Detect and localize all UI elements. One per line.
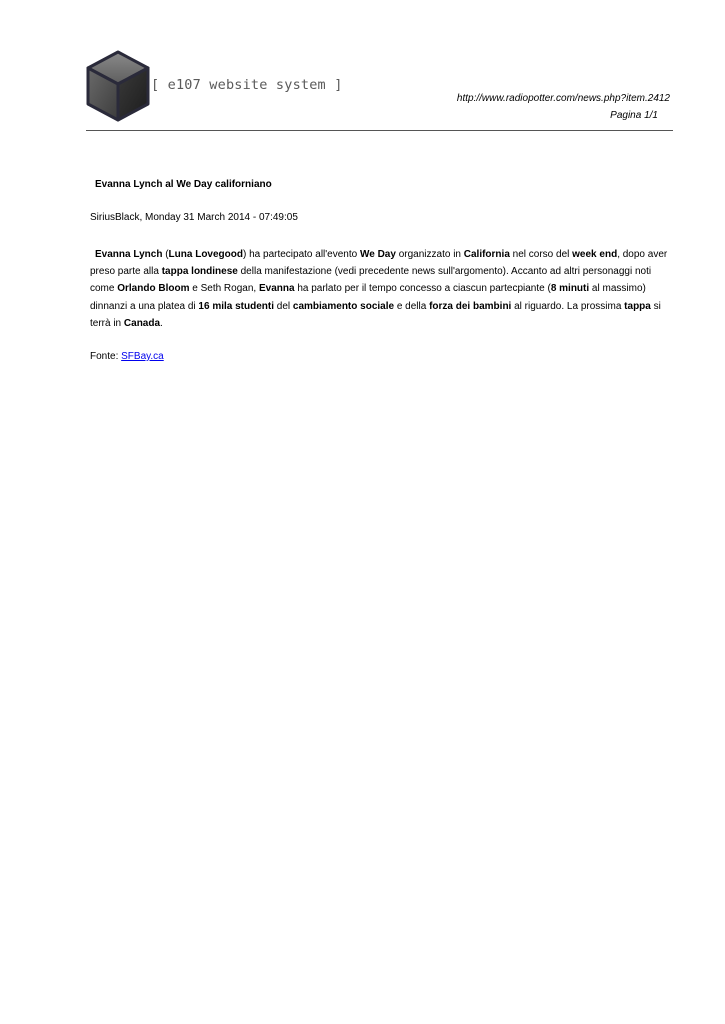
body-bold-text: cambiamento sociale — [292, 300, 395, 312]
body-text: ) ha partecipato all'evento — [243, 249, 360, 260]
body-text: si terrà in — [90, 300, 661, 329]
body-bold-text: Evanna — [258, 283, 295, 295]
body-text: nel corso del — [509, 249, 573, 260]
body-text: , dopo aver preso parte alla — [90, 249, 668, 278]
article-title: Evanna Lynch al We Day californiano — [95, 179, 272, 190]
body-bold-text: Canada — [123, 317, 161, 329]
body-text: organizzato in — [395, 249, 464, 260]
body-bold-text: Luna Lovegood — [168, 249, 243, 260]
article-meta: SiriusBlack, Monday 31 March 2014 - 07:49:05 — [90, 212, 298, 223]
body-bold-text: Orlando Bloom — [117, 283, 190, 295]
article-body — [90, 246, 675, 332]
body-bold-text: 8 minuti — [550, 283, 590, 295]
source-label: Fonte: — [90, 351, 122, 362]
body-text: ( — [162, 249, 169, 260]
body-bold-text: week end — [572, 249, 618, 260]
source-link[interactable]: SFBay.ca — [121, 351, 164, 362]
logo-text: [ e107 website system ] — [151, 77, 343, 93]
cube-icon — [86, 50, 150, 124]
body-bold-text: tappa — [624, 300, 651, 312]
body-bold-text: tappa londinese — [161, 266, 238, 278]
body-bold-text: 16 mila studenti — [198, 300, 274, 312]
body-text: e della — [394, 300, 430, 312]
body-text: al riguardo. La prossima — [511, 300, 625, 312]
body-text: della manifestazione (vedi precedente news sull'argomento). Accanto ad altri personaggi noti come — [90, 266, 652, 295]
source-line — [90, 351, 164, 362]
body-text: ha parlato per il tempo concesso a ciascun partecpiante ( — [294, 283, 551, 295]
body-text: e Seth Rogan, — [189, 283, 259, 295]
body-text: . — [160, 317, 163, 329]
body-text: al massimo) dinnanzi a una platea di — [90, 283, 646, 312]
body-bold-text: forza dei bambini — [429, 300, 512, 312]
source-url: http://www.radiopotter.com/news.php?item.2412 — [456, 93, 670, 104]
body-bold-text: California — [463, 249, 510, 260]
page-indicator: Pagina 1/1 — [610, 110, 658, 121]
site-logo — [86, 50, 343, 126]
body-bold-text: We Day — [359, 249, 396, 260]
header-divider — [86, 130, 673, 131]
body-bold-text: Evanna Lynch — [95, 249, 163, 260]
body-text: del — [274, 300, 293, 312]
